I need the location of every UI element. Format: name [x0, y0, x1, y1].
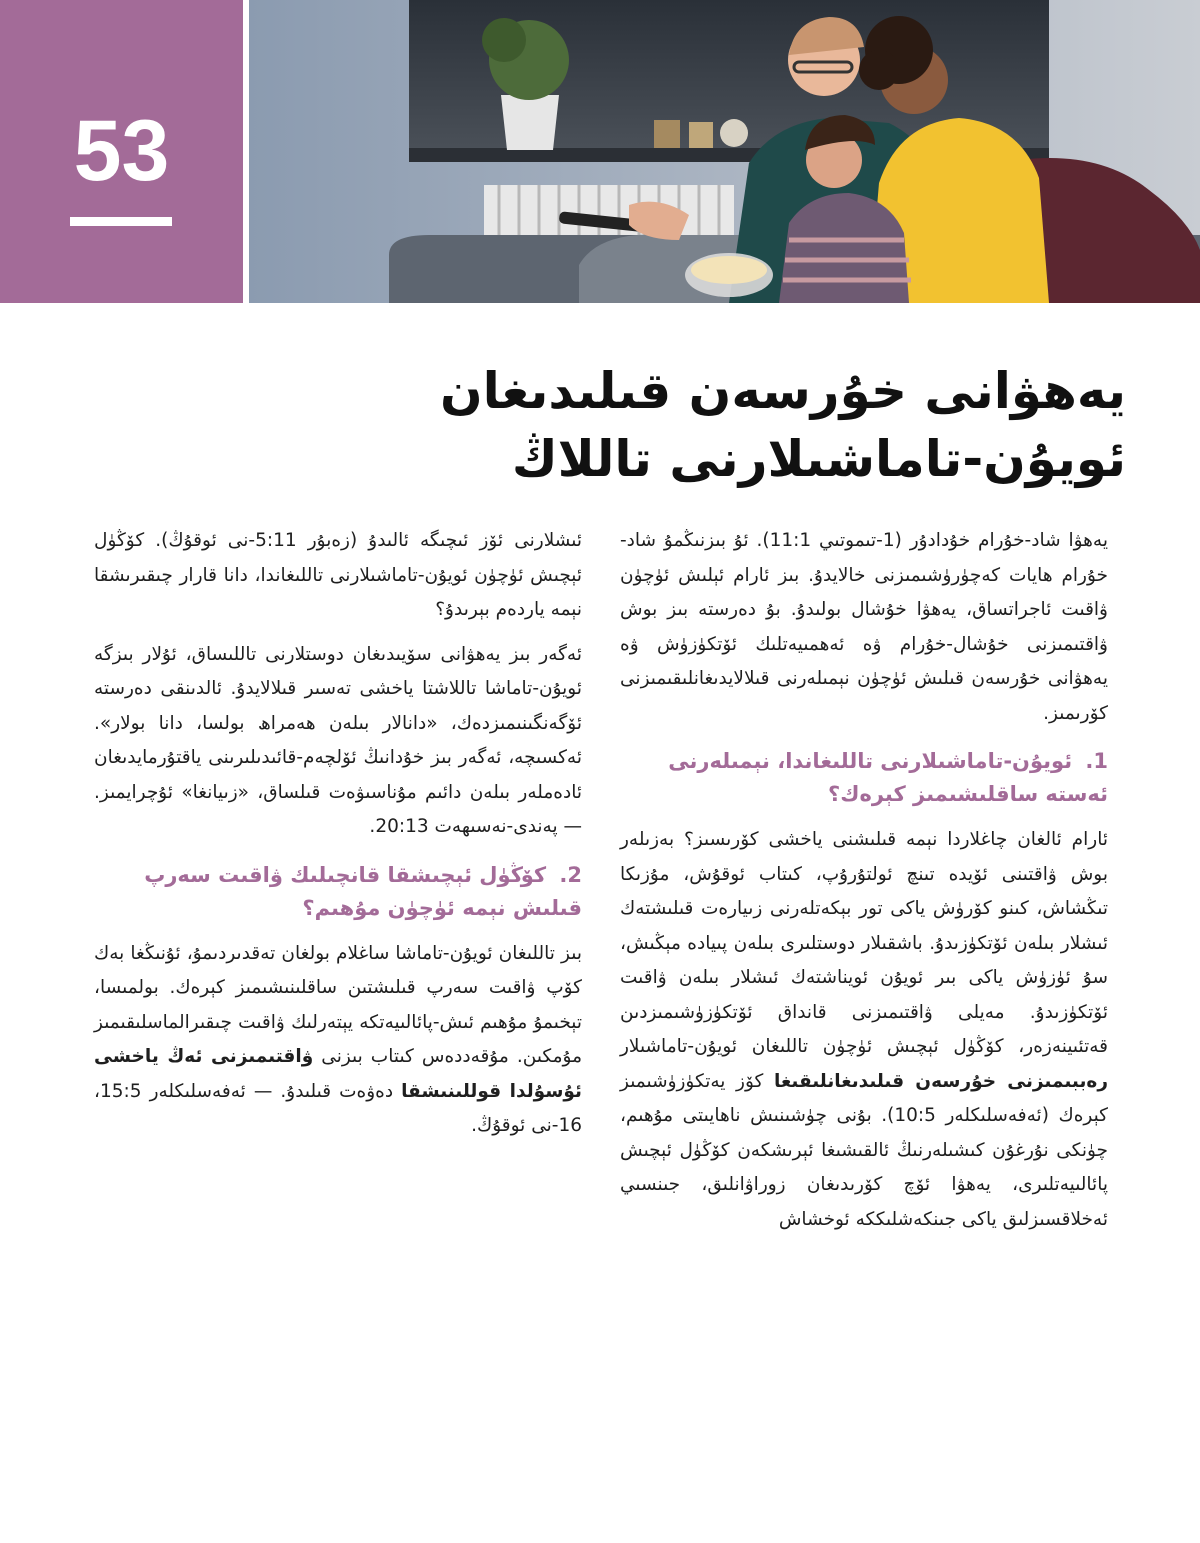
- family-photo-illustration: [249, 0, 1200, 303]
- title-line-2: ئويۇن-تاماشىلارنى تاللاڭ: [511, 430, 1126, 488]
- section-1-number: 1.: [1085, 749, 1108, 773]
- continuation-paragraph: ئىشلارنى ئۆز ئىچىگە ئالىدۇ (زەبۇر 5:11-نى ئوقۇڭ). كۆڭۈل ئېچىش ئۈچۈن ئويۇن-تاماشىلارنى تاللىغاندا، دانا قارار چىقىرىشقا نېمە ياردەم بېرىدۇ؟: [94, 530, 583, 620]
- lesson-number: 53: [73, 103, 170, 199]
- intro-paragraph: يەھۋا شاد-خۇرام خۇدادۇر (1-تىموتىي 11:1). ئۇ بىزنىڭمۇ شاد-خۇرام ھايات كەچۈرۈشىمىزنى خالايدۇ. بىز ئارام ئېلىش ئۈچۈن ۋاقىت ئاجراتساق، يەھۋا خۇشال بولىدۇ. بۇ دەرستە بىز بوش ۋاقتىمىزنى خۇشال-خۇرام ۋە ئەھمىيەتلىك ئۆتكۈزۈش ۋە يەھۋانى خۇرسەن قىلىش ئۈچۈن نېمىلەرنى قىلالايدىغانلىقىمىزنى كۆرىمىز.: [620, 530, 1108, 724]
- page-title: [226, 357, 1126, 493]
- section-1-text-a: ئارام ئالغان چاغلاردا نېمە قىلىشنى ياخشى كۆرىسىز؟ بەزىلەر بوش ۋاقتىنى ئۆيدە تىنچ ئولتۇرۇپ، كىتاب ئوقۇش، مۇزىكا تىڭشاش، كىنو كۆرۈش ياكى تور بېكەتلەرنى زىيارەت قىلىشتەك ئىشلار بىلەن ئۆتكۈزىدۇ. باشقىلار دوستلىرى بىلەن پىيادە مېڭىش، سۇ ئۈزۈش ياكى بىر ئويۇن ئويناشتەك ئىشلار بىلەن ۋاقىت ئۆتكۈزىدۇ. مەيلى ۋاقتىمىزنى قانداق ئۆتكۈزۈشىمىزدىن قەتئىينەزەر، كۆڭۈل ئېچىش ئۈچۈن تاللىغان ئويۇن-تاماشىلار: [620, 829, 1108, 1057]
- lesson-badge: [0, 0, 243, 303]
- lesson-underline: [70, 217, 172, 226]
- section-2-heading-text: كۆڭۈل ئېچىشقا قانچىلىك ۋاقىت سەرپ قىلىش نېمە ئۈچۈن مۇھىم؟: [144, 862, 582, 920]
- section-2-paragraph: [94, 937, 582, 1144]
- title-line-1: يەھۋانى خۇرسەن قىلىدىغان: [439, 362, 1126, 420]
- left-column: [94, 524, 582, 1154]
- section-2-bold-text: ۋاقتىمىزنى ئەڭ ياخشى ئۇسۇلدا قوللىنىشقا: [94, 1046, 582, 1102]
- header: [0, 0, 1200, 303]
- section-1-heading-text: ئويۇن-تاماشىلارنى تاللىغاندا، نېمىلەرنى ئەستە ساقلىشىمىز كېرەك؟: [668, 749, 1108, 806]
- family-watching-tv-photo: [249, 0, 1200, 303]
- section-2-number: 2.: [559, 862, 582, 887]
- section-2-heading: [94, 859, 582, 925]
- friends-paragraph: ئەگەر بىز يەھۋانى سۆيىدىغان دوستلارنى تاللىساق، ئۇلار بىزگە ئويۇن-تاماشا تاللاشتا ياخشى تەسىر قىلالايدۇ. ئالدىنقى دەرستە ئۆگەنگىنىمىزدەك، «دانالار بىلەن ھەمراھ بولسا، دانا بولار». ئەكسىچە، ئەگەر بىز خۇدانىڭ ئۆلچەم-قائىدىلىرىنى ياقتۇرمايدىغان ئادەملەر بىلەن دائىم مۇناسىۋەت قىلساق، «زىيانغا» ئۇچرايمىز. — پەندى-نەسىھەت 20:13.: [94, 643, 582, 837]
- right-column: [620, 524, 1108, 1247]
- section-1-text-b: كۆز يەتكۈزۈشىمىز كېرەك (ئەفەسلىكلەر 10:5). بۇنى چۈشىنىش ناھايىتى مۇھىم، چۈنكى نۇرغۇن كىشىلەرنىڭ ئالقىشىغا ئېرىشكەن كۆڭۈل ئېچىش پائالىيەتلىرى، يەھۋا ئۆچ كۆرىدىغان زوراۋانلىق، جىنسىي ئەخلاقسىزلىق ياكى جىنكەشلىككە ئوخشاش: [620, 1070, 1108, 1230]
- section-1-paragraph: [620, 823, 1108, 1237]
- section-1-heading: [620, 745, 1108, 811]
- section-1-bold-text: رەببىمىزنى خۇرسەن قىلىدىغانلىقىغا: [774, 1070, 1109, 1092]
- section-2-text-b: دەۋەت قىلىدۇ. — ئەفەسلىكلەر 15:5، 16-نى ئوقۇڭ.: [94, 1080, 582, 1136]
- section-2-text-a: بىز تاللىغان ئويۇن-تاماشا ساغلام بولغان تەقدىردىمۇ، ئۇنىڭغا بەك كۆپ ۋاقىت سەرپ قىلىشتىن ساقلىنىشىمىز كېرەك. بولمىسا، تېخىمۇ مۇھىم ئىش-پائالىيەتكە يېتەرلىك ۋاقىت چىقىرالماسلىقىمىز مۇمكىن. مۇقەددەس كىتاب بىزنى: [94, 942, 582, 1067]
